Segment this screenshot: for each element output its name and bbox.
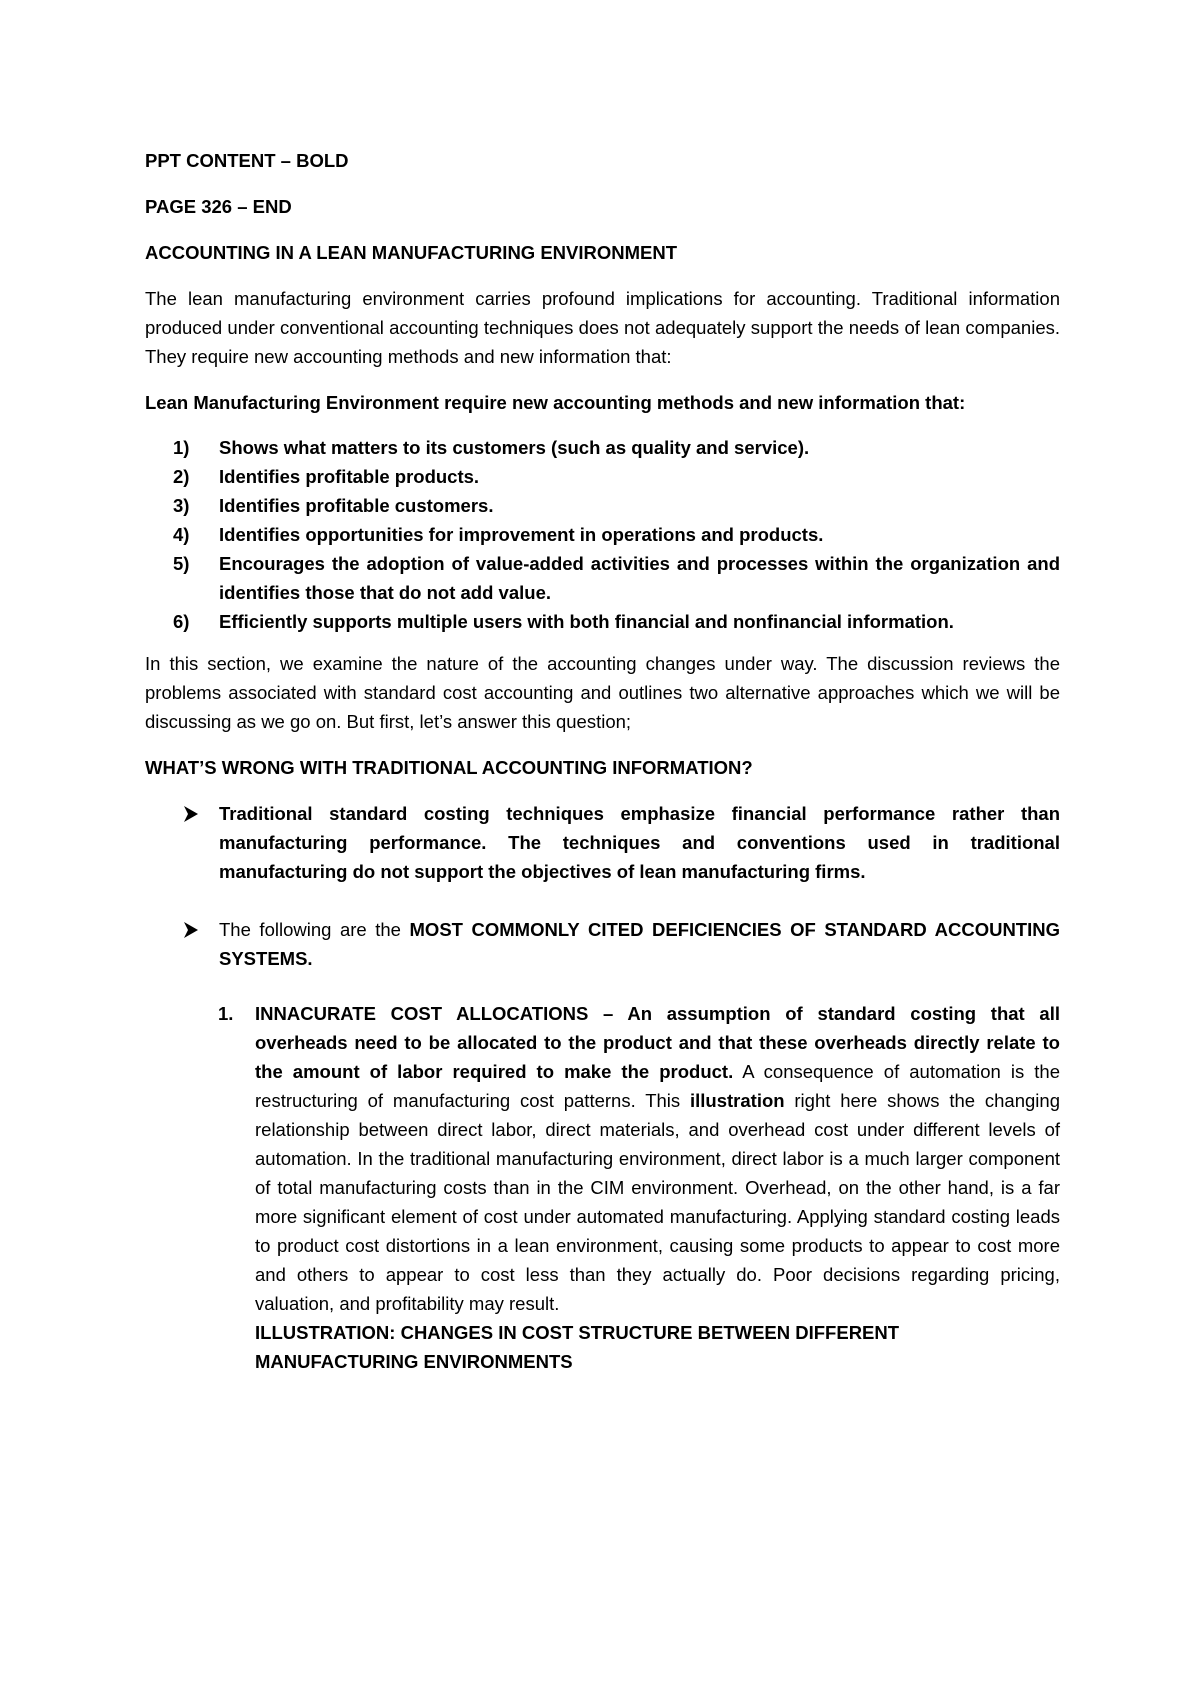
arrow-bullet-icon	[184, 806, 198, 822]
header-line-1: PPT CONTENT – BOLD	[145, 150, 349, 171]
list-item-text: Shows what matters to its customers (such as quality and service).	[219, 437, 810, 458]
list-item	[145, 491, 1060, 520]
deficiency-text-b: right here shows the changing relationship between direct labor, direct materials, and overhead cost under different levels of automation. In the traditional manufacturing environment, direct labor is a much larger component of total manufacturing costs than in the CIM environment. Overhead, on the other hand, is a far more significant element of cost under automated manufacturing. Applying standard costing leads to product cost distortions in a lean environment, causing some products to appear to cost more and others to appear to cost less than they actually do. Poor decisions regarding pricing, valuation, and profitability may result.	[255, 1090, 1060, 1314]
bullet-text-bold: MOST COMMONLY CITED DEFICIENCIES OF STANDARD ACCOUNTING SYSTEMS.	[219, 919, 1060, 969]
list-item-number: 1)	[173, 437, 190, 458]
document-body	[145, 146, 1060, 1376]
list-item-number: 3)	[173, 495, 190, 516]
list-heading: Lean Manufacturing Environment require new accounting methods and new information that:	[145, 392, 966, 413]
list-item-number: 2)	[173, 466, 190, 487]
header-line-2: PAGE 326 – END	[145, 196, 292, 217]
bullet-text-prefix: The following are the	[219, 919, 410, 940]
bullet-item-standard-costing	[145, 799, 1060, 886]
deficiency-bold-word: illustration	[690, 1090, 785, 1111]
deficiency-item	[145, 999, 1060, 1376]
list-item-number: 5)	[173, 553, 190, 574]
list-item-text: Identifies profitable products.	[219, 466, 480, 487]
deficiency-text-a: A consequence of automation is the restructuring of manufacturing cost patterns. This	[255, 1061, 1060, 1111]
list-item-text: Encourages the adoption of value-added activities and processes within the organization and identifies those that do not add value.	[219, 553, 1060, 603]
requirements-list	[145, 433, 1060, 636]
list-item	[145, 607, 1060, 636]
arrow-bullet-icon	[184, 922, 198, 938]
list-item-text: Identifies profitable customers.	[219, 495, 494, 516]
list-item-number: 6)	[173, 611, 190, 632]
list-item-text: Identifies opportunities for improvement in operations and products.	[219, 524, 824, 545]
bullet-text: Traditional standard costing techniques emphasize financial performance rather than manufacturing performance. The techniques and conventions used in traditional manufacturing do not support the objectives of lean manufacturing firms.	[219, 803, 1060, 882]
deficiency-number: 1.	[218, 1003, 234, 1024]
list-item	[145, 433, 1060, 462]
deficiency-bold-lead: INNACURATE COST ALLOCATIONS – An assumption of standard costing that all overheads need to be allocated to the product and that these overheads directly relate to the amount of labor required to make the product.	[255, 1003, 1060, 1082]
list-item	[145, 462, 1060, 491]
closing-paragraph: In this section, we examine the nature of the accounting changes under way. The discussion reviews the problems associated with standard cost accounting and outlines two alternative approaches which we will be discussing as we go on. But first, let’s answer this question;	[145, 653, 1060, 732]
section-heading-whats-wrong: WHAT’S WRONG WITH TRADITIONAL ACCOUNTING INFORMATION?	[145, 757, 753, 778]
list-item	[145, 549, 1060, 607]
illustration-caption: ILLUSTRATION: CHANGES IN COST STRUCTURE BETWEEN DIFFERENT MANUFACTURING ENVIRONMENTS	[255, 1322, 900, 1372]
list-item-text: Efficiently supports multiple users with both financial and nonfinancial information.	[219, 611, 954, 632]
intro-paragraph: The lean manufacturing environment carries profound implications for accounting. Traditional information produced under conventional accounting techniques does not adequately support the needs of lean companies. They require new accounting methods and new information that:	[145, 288, 1060, 367]
section-heading-lean: ACCOUNTING IN A LEAN MANUFACTURING ENVIRONMENT	[145, 242, 678, 263]
bullet-item-deficiencies	[145, 915, 1060, 973]
list-item-number: 4)	[173, 524, 190, 545]
list-item	[145, 520, 1060, 549]
